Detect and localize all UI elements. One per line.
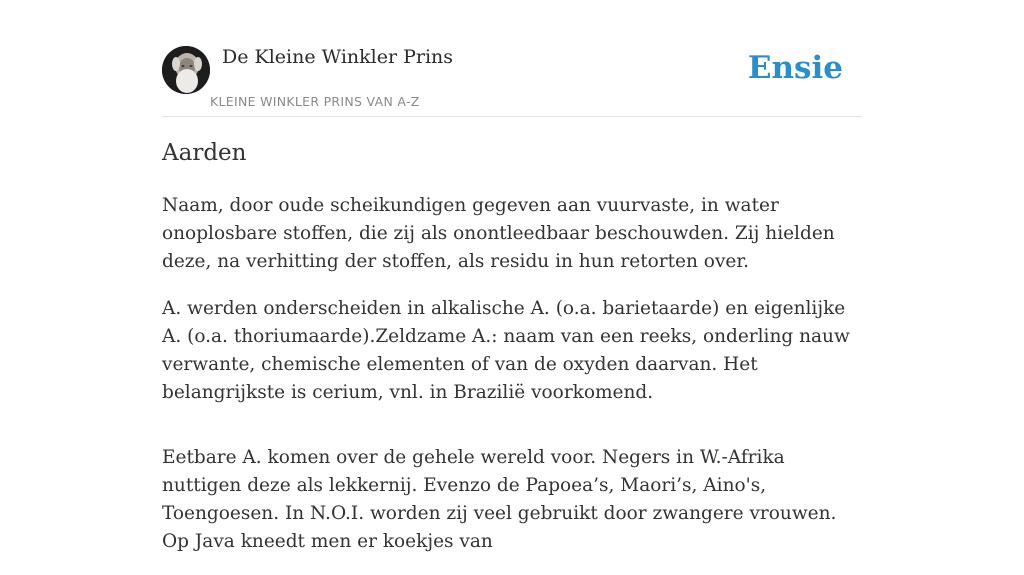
paragraph: A. werden onderscheiden in alkalische A. (o.a. barietaarde) en eigenlijke A. (o.a. thoriumaarde).Zeldzame A.: naam van een reeks, onderling nauw verwante, chemische elementen of van de oxyden daarvan. Het belangrijkste is cerium, vnl. in Brazilië voorkomend. bbox=[162, 298, 850, 403]
header bbox=[162, 0, 862, 117]
collection-name[interactable]: KLEINE WINKLER PRINS VAN A-Z bbox=[210, 94, 420, 109]
author-name[interactable]: De Kleine Winkler Prins bbox=[222, 46, 454, 68]
paragraph: Eetbare A. komen over de gehele wereld voor. Negers in W.-Afrika nuttigen deze als lekkernij. Evenzo de Papoea’s, Maori’s, Aino's, Toengoesen. In N.O.I. worden zij veel gebruikt door zwangere vrouwen. Op Java kneedt men er koekjes van bbox=[162, 447, 837, 552]
paragraph: Naam, door oude scheikundigen gegeven aan vuurvaste, in water onoplosbare stoffen, die zij als onontleedbaar beschouwden. Zij hielden deze, na verhitting der stoffen, als residu in hun retorten over. bbox=[162, 195, 835, 272]
author-avatar[interactable] bbox=[162, 46, 210, 94]
portrait-image bbox=[162, 46, 210, 94]
ensie-logo[interactable]: Ensie bbox=[747, 50, 843, 86]
page bbox=[162, 0, 862, 552]
article-title: Aarden bbox=[162, 140, 247, 166]
article-body bbox=[162, 192, 862, 575]
